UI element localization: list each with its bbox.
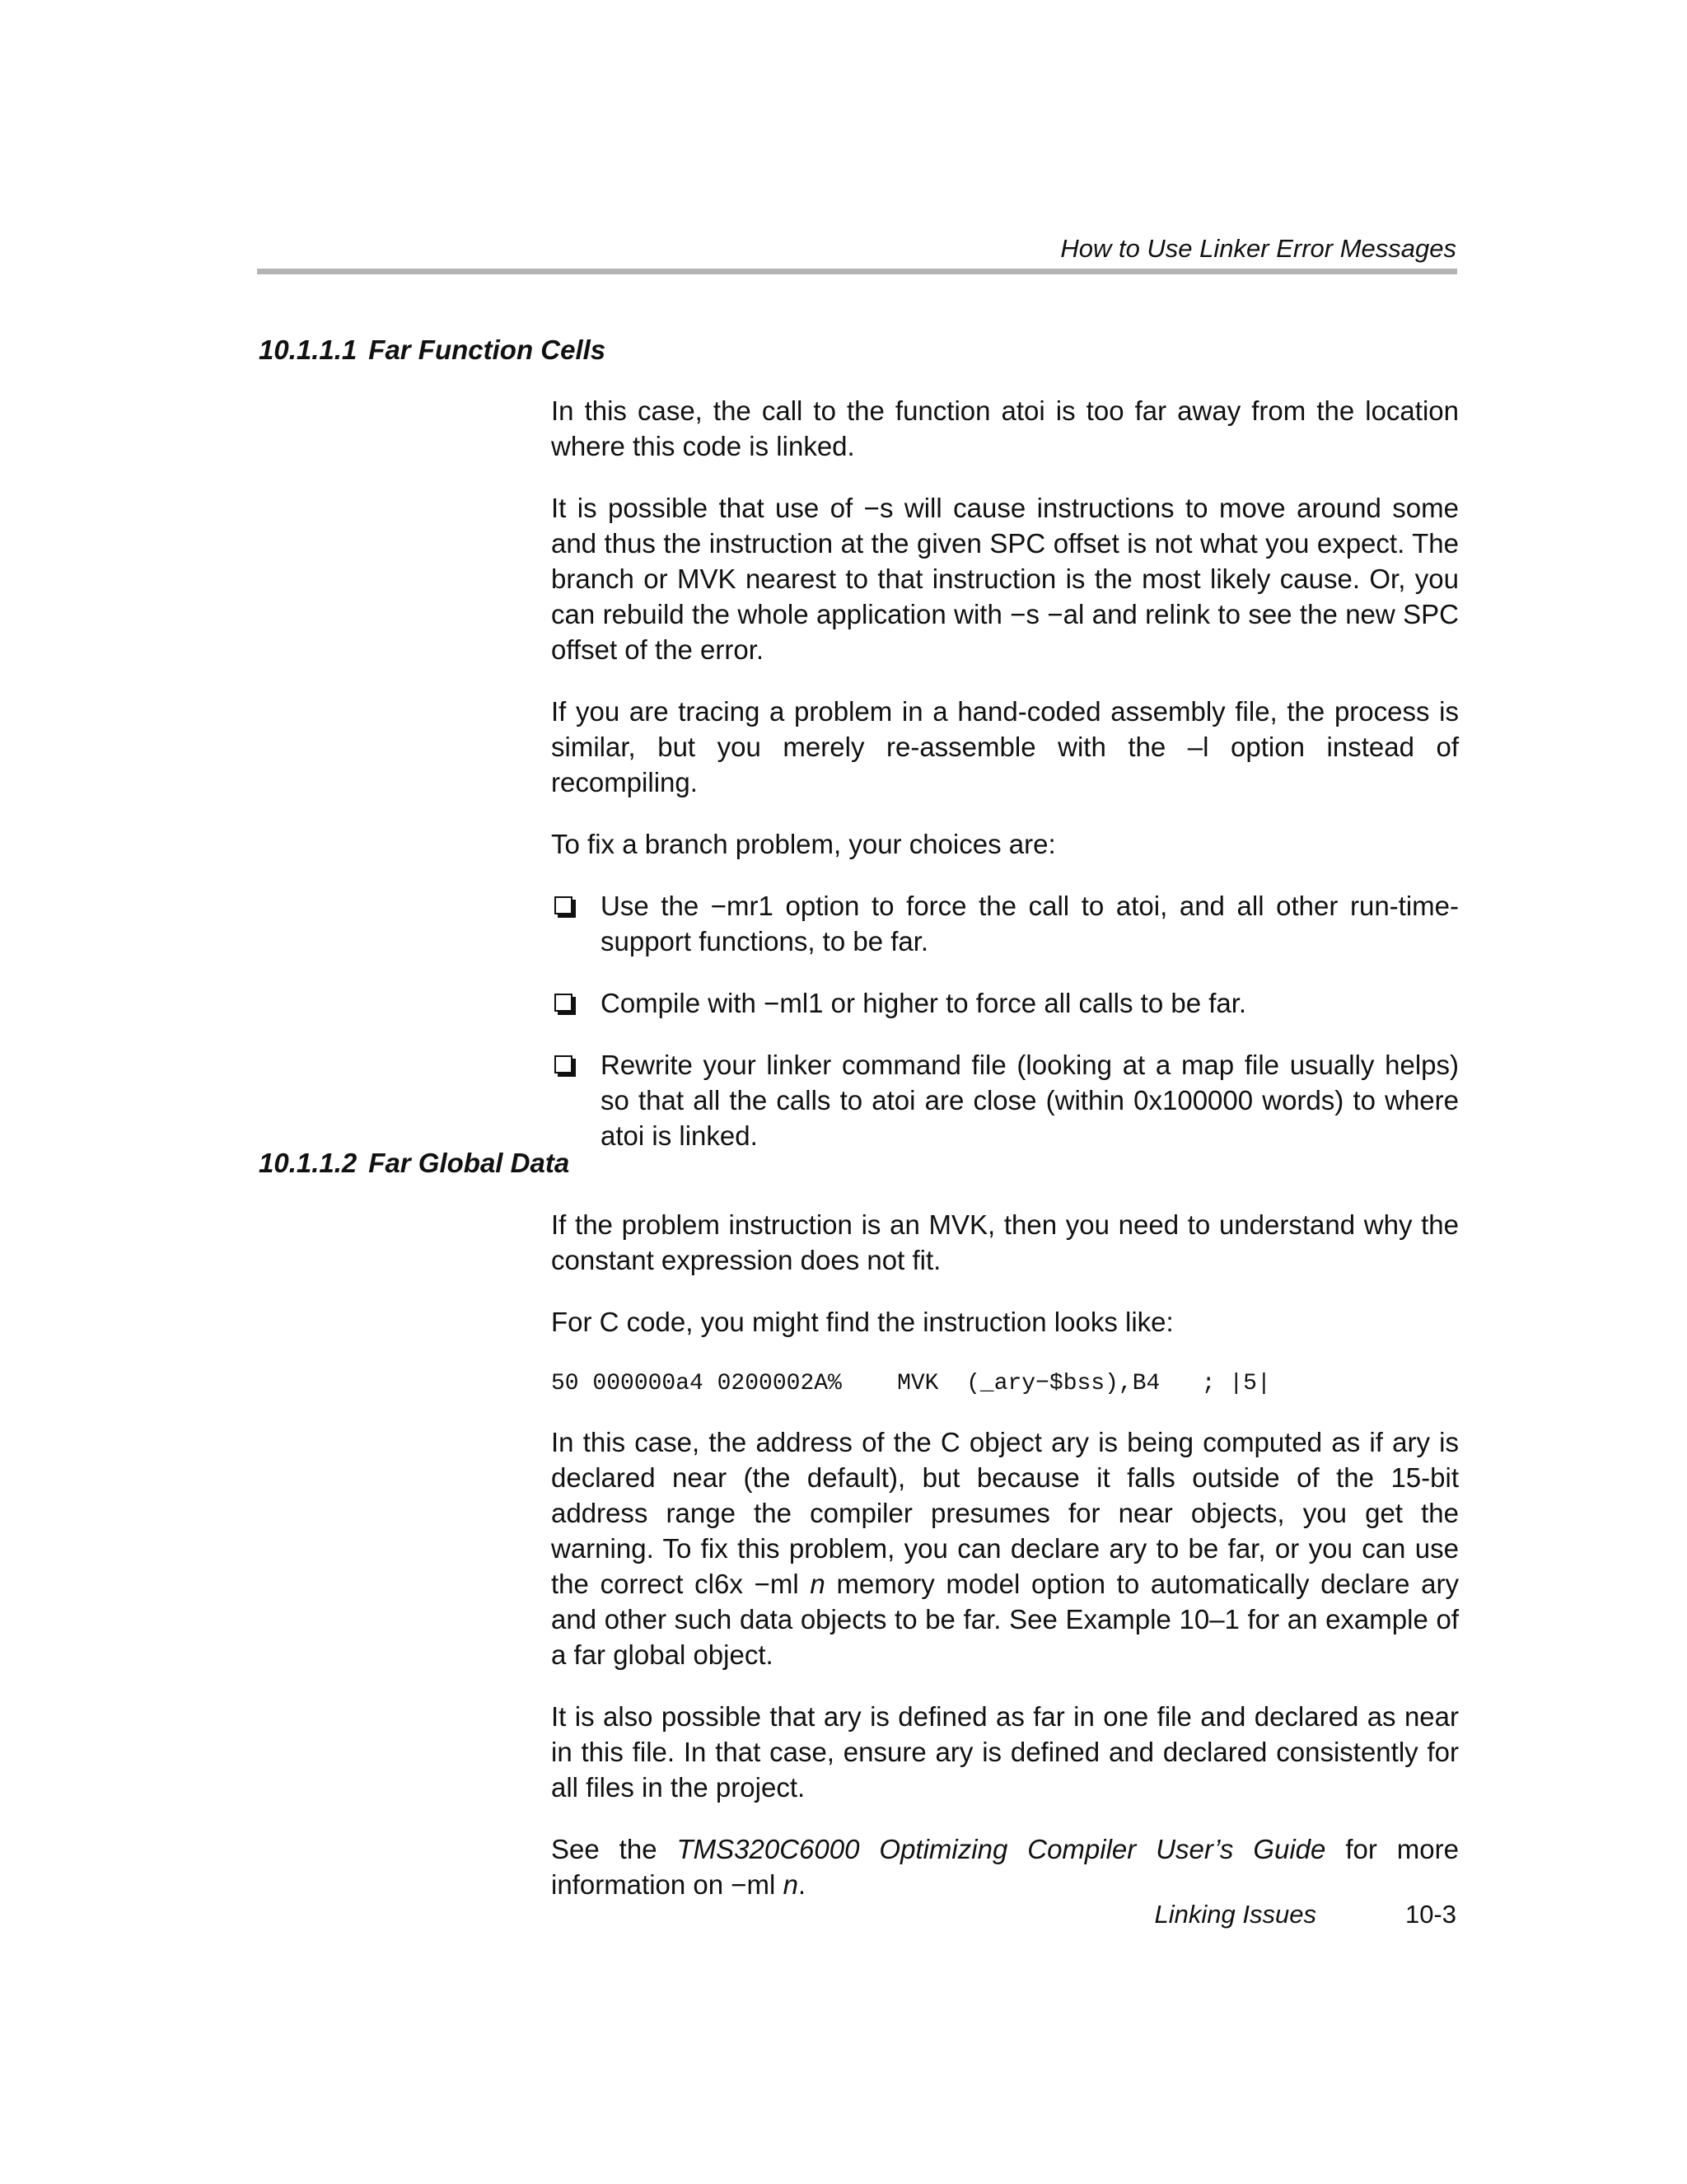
list-item-text: Use the −mr1 option to force the call to atoi, and all other run-time-support functions, to be far. bbox=[600, 891, 1459, 956]
running-header: How to Use Linker Error Messages bbox=[1060, 234, 1456, 263]
section-body-far-function-cells bbox=[551, 393, 1459, 1153]
list-item-text: Rewrite your linker command file (looking at a map file usually helps) so that all the calls to atoi are close (within 0x100000 words) to where atoi is linked. bbox=[600, 1050, 1459, 1151]
paragraph: It is also possible that ary is defined as far in one file and declared as near in this file. In that case, ensure ary is defined and declared consistently for all files in the project. bbox=[551, 1701, 1459, 1803]
list-item bbox=[551, 1047, 1459, 1153]
paragraph-text-continued: for more information on −ml bbox=[551, 1834, 1459, 1900]
checkbox-bullet-icon bbox=[554, 1055, 572, 1073]
paragraph: It is possible that use of −s will cause instructions to move around some and thus the instruction at the given SPC offset is not what you expect. The branch or MVK nearest to that instruction is the most likely cause. Or, you can rebuild the whole application with −s −al and relink to see the new SPC offset of the error. bbox=[551, 493, 1459, 665]
paragraph-text: See the bbox=[551, 1834, 657, 1864]
section-title: Far Global Data bbox=[368, 1148, 570, 1178]
page-number: 10-3 bbox=[1404, 1900, 1456, 1929]
section-title: Far Function Cells bbox=[368, 334, 606, 365]
checkbox-bullet-icon bbox=[554, 896, 572, 914]
paragraph: In this case, the call to the function atoi is too far away from the location where this code is linked. bbox=[551, 395, 1459, 461]
list-item-text: Compile with −ml1 or higher to force all calls to be far. bbox=[600, 988, 1247, 1018]
section-number: 10.1.1.2 bbox=[259, 1148, 357, 1178]
code-listing: 50 000000a4 0200002A% MVK (_ary−$bss),B4 ; |5| bbox=[551, 1371, 1271, 1396]
paragraph-text-continued: memory model option to automatically declare ary and other such data objects to be far. See Example 10–1 for an example of a far global object. bbox=[551, 1569, 1460, 1670]
section-heading-far-function-cells bbox=[259, 334, 605, 366]
paragraph: If you are tracing a problem in a hand-coded assembly file, the process is similar, but you merely re-assemble with the –l option instead of recompiling. bbox=[551, 696, 1459, 797]
footer-chapter-title: Linking Issues bbox=[1154, 1900, 1316, 1929]
paragraph bbox=[551, 1424, 1459, 1672]
section-body-far-global-data bbox=[551, 1207, 1459, 1902]
header-rule bbox=[257, 269, 1457, 274]
variable-n: n bbox=[783, 1869, 798, 1900]
paragraph: For C code, you might find the instruction looks like: bbox=[551, 1307, 1174, 1337]
section-heading-far-global-data bbox=[259, 1148, 569, 1179]
checkbox-bullet-icon bbox=[554, 994, 572, 1012]
bullet-list bbox=[551, 888, 1459, 1153]
list-item bbox=[551, 985, 1459, 1021]
paragraph: To fix a branch problem, your choices are: bbox=[551, 829, 1056, 859]
document-title-reference: TMS320C6000 Optimizing Compiler User’s Guide bbox=[676, 1834, 1326, 1864]
paragraph-end: . bbox=[797, 1869, 806, 1900]
variable-n: n bbox=[810, 1569, 825, 1599]
list-item bbox=[551, 888, 1459, 959]
paragraph-text: In this case, the address of the C object ary is being computed as if ary is declared near (the default), but because it falls outside of the 15-bit address range the compiler presumes for near objects, you get the warning. To fix this problem, you can declare ary to be far, or you can use the correct cl6x −ml bbox=[551, 1427, 1459, 1599]
paragraph: If the problem instruction is an MVK, then you need to understand why the constant expression does not fit. bbox=[551, 1209, 1459, 1275]
paragraph bbox=[551, 1831, 1459, 1902]
section-number: 10.1.1.1 bbox=[259, 334, 357, 365]
